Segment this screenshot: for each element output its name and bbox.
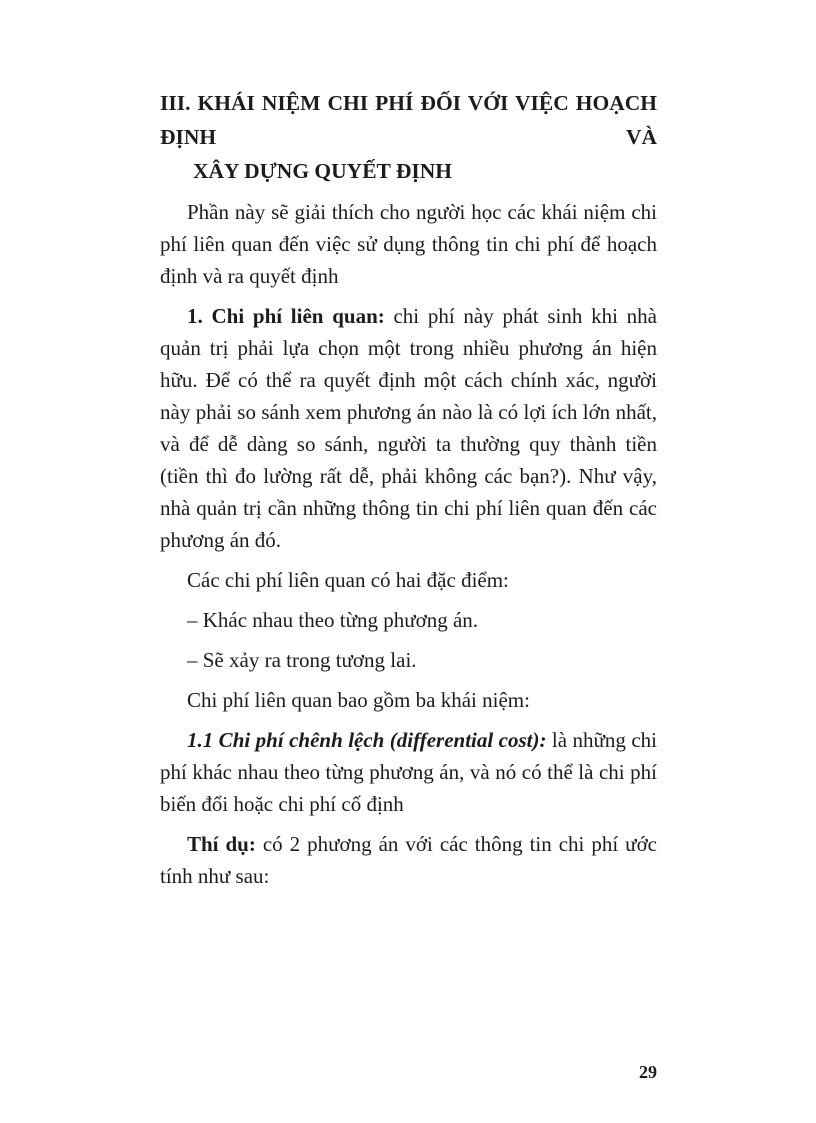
page-content bbox=[160, 86, 657, 892]
bullet-item-differ-by-alternative: – Khác nhau theo từng phương án. bbox=[187, 608, 479, 632]
section-heading-line-1: III. KHÁI NIỆM CHI PHÍ ĐỐI VỚI VIỆC HOẠCH ĐỊNH VÀ bbox=[160, 91, 657, 149]
example-text: có 2 phương án với các thông tin chi phí ước tính như sau: bbox=[160, 832, 657, 888]
relevant-cost-lead: 1. Chi phí liên quan: bbox=[187, 304, 385, 328]
relevant-cost-paragraph bbox=[160, 300, 657, 556]
page-number: 29 bbox=[639, 1062, 657, 1082]
differential-cost-text: là những chi phí khác nhau theo từng phương án, và nó có thể là chi phí biến đổi hoặc chi phí cố định bbox=[160, 728, 657, 816]
section-heading-line-2: XÂY DỰNG QUYẾT ĐỊNH bbox=[193, 159, 453, 183]
bullet-item-future-occurrence: – Sẽ xảy ra trong tương lai. bbox=[187, 648, 417, 672]
example-lead: Thí dụ: bbox=[187, 832, 256, 856]
features-label: Các chi phí liên quan có hai đặc điểm: bbox=[187, 568, 509, 592]
intro-paragraph: Phần này sẽ giải thích cho người học các khái niệm chi phí liên quan đến việc sử dụng thông tin chi phí để hoạch định và ra quyết định bbox=[160, 200, 657, 288]
differential-cost-lead: 1.1 Chi phí chênh lệch (differential cost): bbox=[187, 728, 547, 752]
differential-cost-paragraph bbox=[160, 724, 657, 820]
concepts-label: Chi phí liên quan bao gồm ba khái niệm: bbox=[187, 688, 530, 712]
relevant-cost-text: chi phí này phát sinh khi nhà quản trị phải lựa chọn một trong nhiều phương án hiện hữu. Để có thể ra quyết định một cách chính xác, người này phải so sánh xem phương án nào là có lợi ích lớn nhất, và để dễ dàng so sánh, người ta thường quy thành tiền (tiền thì đo lường rất dễ, phải không các bạn?). Như vậy, nhà quản trị cần những thông tin chi phí liên quan đến các phương án đó. bbox=[160, 304, 657, 552]
example-paragraph bbox=[160, 828, 657, 892]
section-heading bbox=[160, 86, 657, 188]
